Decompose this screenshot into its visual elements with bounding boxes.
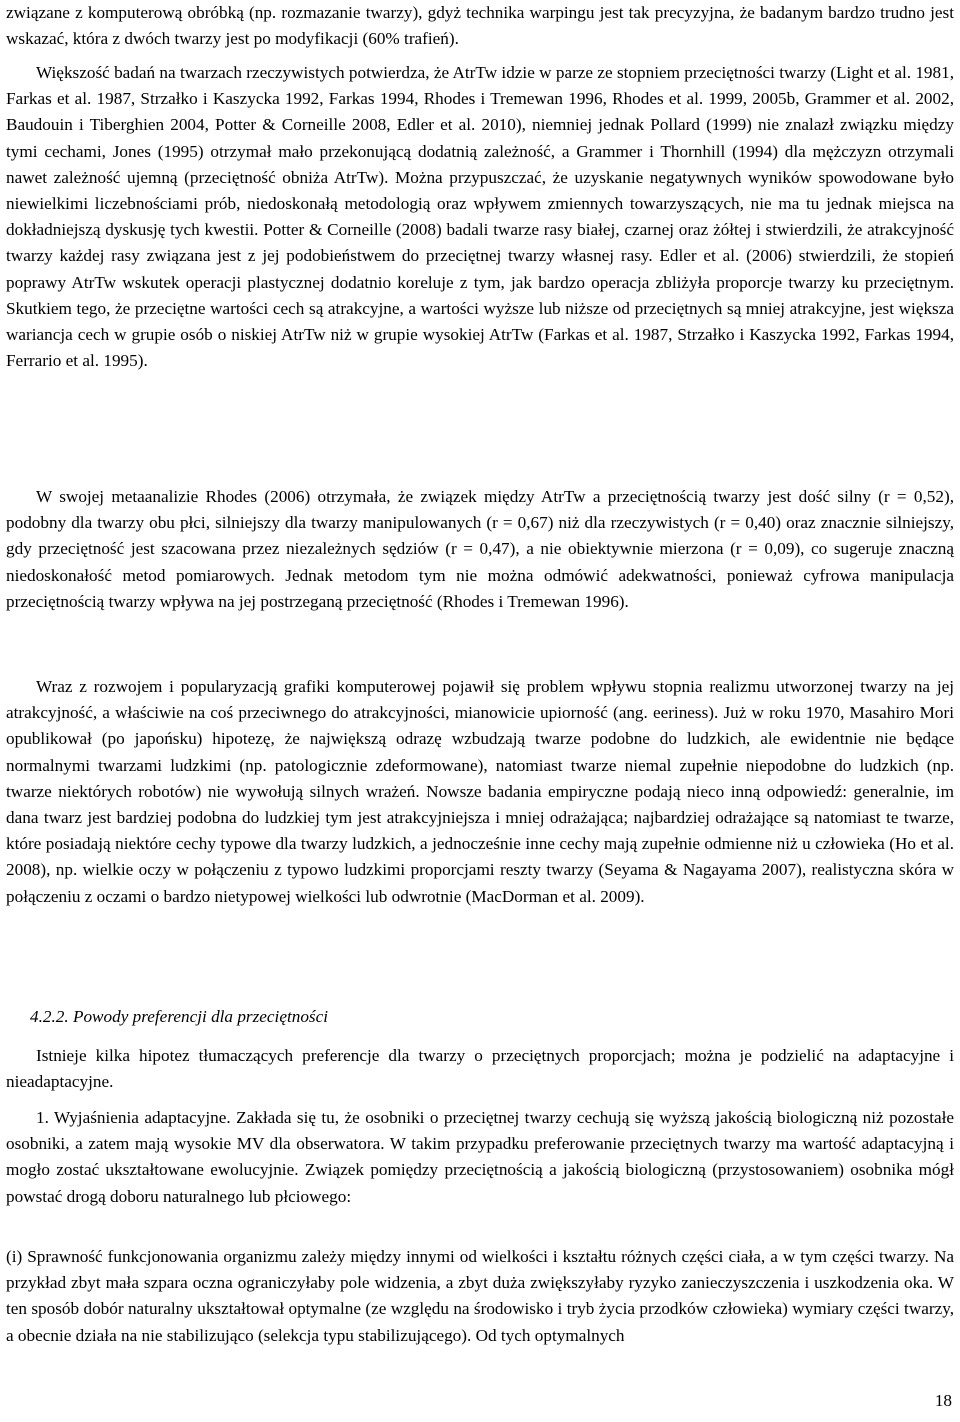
paragraph-adaptive-explanations: 1. Wyjaśnienia adaptacyjne. Zakłada się tu, że osobniki o przeciętnej twarzy cechują się wyższą jakością biologiczną niż pozostałe osobniki, a zatem mają wysokie MV dla obserwatora. W takim przypadku preferowanie przeciętnych twarzy ma wartość adaptacyjną i mogło zostać ukształtowane ewolucyjnie. Związek pomiędzy przeciętnością a jakością biologiczną (przystosowaniem) osobnika mógł powstać drogą doboru naturalnego lub płciowego: bbox=[6, 1108, 954, 1206]
section-heading: 4.2.2. Powody preferencji dla przeciętności bbox=[30, 1007, 329, 1026]
paragraph-continued: związane z komputerową obróbką (np. rozmazanie twarzy), gdyż technika warpingu jest tak precyzyjna, że badanym bardzo trudno jest wskazać, która z dwóch twarzy jest po modyfikacji (60% trafień). bbox=[6, 3, 954, 49]
paragraph-uncanny-valley: Wraz z rozwojem i popularyzacją grafiki komputerowej pojawił się problem wpływu stopnia realizmu utworzonej twarzy na jej atrakcyjność, a właściwie na coś przeciwnego do atrakcyjności, mianowicie upiorność (ang. eeriness). Już w roku 1970, Masahiro Mori opublikował (po japońsku) hipotezę, że największą odrazę wzbudzają twarze podobne do ludzkich, ale ewidentnie nie będące normalnymi twarzami ludzkimi (np. patologicznie zdeformowane), natomiast twarze niemal zupełnie niepodobne do ludzkich (np. twarze niektórych robotów) nie wywołują silnych wrażeń. Nowsze badania empiryczne podają nieco inną odpowiedź: generalnie, im dana twarz jest bardziej podobna do ludzkiej tym jest atrakcyjniejsza i mniej odrażająca; najbardziej odrażające są natomiast te twarze, które posiadają niektóre cechy typowe dla twarzy ludzkich, a jednocześnie inne cechy mają zupełnie odmienne niż u człowieka (Ho et al. 2008), np. wielkie oczy w połączeniu z typowo ludzkimi proporcjami reszty twarzy (Seyama & Nagayama 2007), realistyczna skóra w połączeniu z oczami o bardzo nietypowej wielkości lub odwrotnie (MacDorman et al. 2009). bbox=[6, 677, 954, 906]
paragraph-metaanalysis: W swojej metaanalizie Rhodes (2006) otrzymała, że związek między AtrTw a przeciętnością twarzy jest dość silny (r = 0,52), podobny dla twarzy obu płci, silniejszy dla twarzy manipulowanych (r = 0,67) niż dla rzeczywistych (r = 0,40) oraz znacznie silniejszy, gdy przeciętność jest szacowana przez niezależnych sędziów (r = 0,47), a nie obiektywnie mierzona (r = 0,09), co sugeruje znaczną niedoskonałość metod pomiarowych. Jednak metodom tym nie można odmówić adekwatności, ponieważ cyfrowa manipulacja przeciętnością twarzy wpływa na jej postrzeganą przeciętność (Rhodes i Tremewan 1996). bbox=[6, 487, 954, 611]
paragraph-averageness-studies: Większość badań na twarzach rzeczywistych potwierdza, że AtrTw idzie w parze ze stopniem przeciętności twarzy (Light et al. 1981, Farkas et al. 1987, Strzałko i Kaszycka 1992, Farkas 1994, Rhodes i Tremewan 1996, Rhodes et al. 1999, 2005b, Grammer et al. 2002, Baudouin i Tiberghien 2004, Potter & Corneille 2008, Edler et al. 2010), niemniej jednak Pollard (1999) nie znalazł związku między tymi cechami, Jones (1995) otrzymał mało przekonującą dodatnią zależność, a Grammer i Thornhill (1994) dla mężczyzn otrzymali nawet zależność ujemną (przeciętność obniża AtrTw). Można przypuszczać, że uzyskanie negatywnych wyników spowodowane było niewielkimi liczebnościami prób, niedoskonałą metodologią oraz wpływem zmiennych towarzyszących, nie ma tu jednak miejsca na dokładniejszą dyskusję tych kwestii. Potter & Corneille (2008) badali twarze rasy białej, czarnej oraz żółtej i stwierdzili, że atrakcyjność twarzy każdej rasy związana jest z jej podobieństwem do przeciętnej twarzy własnej rasy. Edler et al. (2006) stwierdzili, że stopień poprawy AtrTw wskutek operacji plastycznej dodatnio koreluje z tym, jak bardzo operacja zbliżyła proporcje twarzy ku przeciętnym. Skutkiem tego, że przeciętne wartości cech są atrakcyjne, a wartości wyższe lub niższe od przeciętnych są mniej atrakcyjne, jest większa wariancja cech w grupie osób o niskiej AtrTw niż w grupie wysokiej AtrTw (Farkas et al. 1987, Strzałko i Kaszycka 1992, Farkas 1994, Ferrario et al. 1995). bbox=[6, 63, 954, 371]
paragraph-natural-selection: (i) Sprawność funkcjonowania organizmu zależy między innymi od wielkości i kształtu różnych części ciała, a w tym części twarzy. Na przykład zbyt mała szpara oczna ograniczyłaby pole widzenia, a zbyt duża zwiększyłaby ryzyko zanieczyszczenia i uszkodzenia oka. W ten sposób dobór naturalny ukształtował optymalne (ze względu na środowisko i tryb życia przodków człowieka) wymiary części twarzy, a obecnie działa na nie stabilizująco (selekcja typu stabilizującego). Od tych optymalnych bbox=[6, 1247, 954, 1345]
page-number: 18 bbox=[934, 1391, 952, 1410]
paragraph-hypotheses: Istnieje kilka hipotez tłumaczących preferencje dla twarzy o przeciętnych proporcjach; można je podzielić na adaptacyjne i nieadaptacyjne. bbox=[6, 1046, 954, 1092]
